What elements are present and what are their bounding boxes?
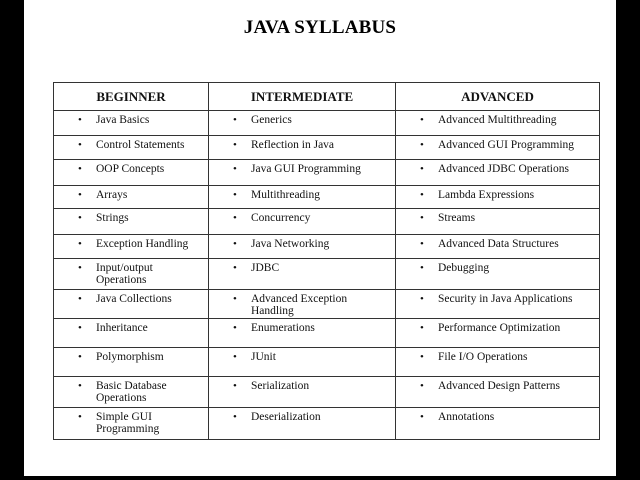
topic-text: Multithreading xyxy=(251,189,320,201)
bullet-icon: • xyxy=(420,380,424,392)
bullet-icon: • xyxy=(78,411,82,423)
bullet-icon: • xyxy=(233,163,237,175)
cell-advanced xyxy=(396,136,600,160)
topic-text: Strings xyxy=(96,212,129,224)
cell-advanced xyxy=(396,111,600,136)
bullet-icon: • xyxy=(78,238,82,250)
topic-text: Advanced Data Structures xyxy=(438,238,559,250)
header-row xyxy=(54,83,600,111)
bullet-icon: • xyxy=(78,293,82,305)
cell-advanced xyxy=(396,290,600,319)
cell-intermediate xyxy=(209,136,396,160)
topic-text: Streams xyxy=(438,212,476,224)
syllabus-body xyxy=(54,111,600,440)
topic-text: Basic Database Operations xyxy=(96,380,167,404)
cell-intermediate xyxy=(209,186,396,209)
bullet-icon: • xyxy=(233,411,237,423)
bullet-icon: • xyxy=(233,322,237,334)
topic-text: JUnit xyxy=(251,351,276,363)
topic-text: Generics xyxy=(251,114,292,126)
cell-intermediate xyxy=(209,408,396,440)
cell-beginner xyxy=(54,186,209,209)
page-title: JAVA SYLLABUS xyxy=(243,17,397,38)
topic-text: Advanced GUI Programming xyxy=(438,139,575,151)
cell-advanced xyxy=(396,408,600,440)
bullet-icon: • xyxy=(233,293,237,305)
bullet-icon: • xyxy=(420,189,424,201)
cell-advanced xyxy=(396,348,600,377)
topic-text: File I/O Operations xyxy=(438,351,528,363)
table-row xyxy=(54,186,600,209)
cell-intermediate xyxy=(209,111,396,136)
bullet-icon: • xyxy=(420,351,424,363)
bullet-icon: • xyxy=(420,212,424,224)
topic-text: Advanced Exception Handling xyxy=(251,293,348,317)
cell-beginner xyxy=(54,235,209,259)
bullet-icon: • xyxy=(233,212,237,224)
table-row xyxy=(54,136,600,160)
topic-text: Concurrency xyxy=(251,212,311,224)
bullet-icon: • xyxy=(420,163,424,175)
bullet-icon: • xyxy=(233,238,237,250)
cell-intermediate xyxy=(209,377,396,408)
cell-intermediate xyxy=(209,160,396,186)
document-page xyxy=(24,0,616,476)
topic-text: Advanced Multithreading xyxy=(438,114,557,126)
column-header-beginner: BEGINNER xyxy=(54,83,209,111)
bullet-icon: • xyxy=(78,380,82,392)
topic-text: Polymorphism xyxy=(96,351,164,363)
topic-text: Control Statements xyxy=(96,139,185,151)
table-row xyxy=(54,209,600,235)
syllabus-table xyxy=(53,82,600,440)
topic-text: Input/output Operations xyxy=(96,262,153,286)
bullet-icon: • xyxy=(420,262,424,274)
cell-beginner xyxy=(54,136,209,160)
topic-text: Reflection in Java xyxy=(251,139,335,151)
topic-text: Java Collections xyxy=(96,293,172,305)
bullet-icon: • xyxy=(420,139,424,151)
bullet-icon: • xyxy=(78,212,82,224)
table-row xyxy=(54,290,600,319)
table-row xyxy=(54,160,600,186)
topic-text: Java GUI Programming xyxy=(251,163,361,175)
table-row xyxy=(54,111,600,136)
bullet-icon: • xyxy=(78,114,82,126)
topic-text: OOP Concepts xyxy=(96,163,165,175)
cell-beginner xyxy=(54,408,209,440)
bullet-icon: • xyxy=(420,411,424,423)
topic-text: Simple GUI Programming xyxy=(96,411,160,435)
topic-text: JDBC xyxy=(251,262,280,274)
table-row xyxy=(54,377,600,408)
cell-advanced xyxy=(396,160,600,186)
cell-intermediate xyxy=(209,348,396,377)
topic-text: Java Networking xyxy=(251,238,330,250)
bullet-icon: • xyxy=(233,189,237,201)
topic-text: Annotations xyxy=(438,411,495,423)
column-header-intermediate: INTERMEDIATE xyxy=(209,83,396,111)
cell-beginner xyxy=(54,348,209,377)
bullet-icon: • xyxy=(78,322,82,334)
bullet-icon: • xyxy=(78,351,82,363)
topic-text: Advanced JDBC Operations xyxy=(438,163,569,175)
table-row xyxy=(54,235,600,259)
bullet-icon: • xyxy=(233,351,237,363)
topic-text: Exception Handling xyxy=(96,238,189,250)
cell-beginner xyxy=(54,377,209,408)
bullet-icon: • xyxy=(420,293,424,305)
cell-advanced xyxy=(396,377,600,408)
column-header-advanced: ADVANCED xyxy=(396,83,600,111)
cell-advanced xyxy=(396,186,600,209)
bullet-icon: • xyxy=(420,238,424,250)
bullet-icon: • xyxy=(233,139,237,151)
cell-intermediate xyxy=(209,319,396,348)
cell-beginner xyxy=(54,259,209,290)
cell-intermediate xyxy=(209,209,396,235)
topic-text: Inheritance xyxy=(96,322,148,334)
cell-advanced xyxy=(396,319,600,348)
bullet-icon: • xyxy=(233,114,237,126)
topic-text: Lambda Expressions xyxy=(438,189,535,201)
topic-text: Enumerations xyxy=(251,322,315,334)
bullet-icon: • xyxy=(78,139,82,151)
cell-intermediate xyxy=(209,259,396,290)
bullet-icon: • xyxy=(233,262,237,274)
bullet-icon: • xyxy=(420,114,424,126)
bullet-icon: • xyxy=(78,262,82,274)
topic-text: Debugging xyxy=(438,262,490,274)
topic-text: Security in Java Applications xyxy=(438,293,573,305)
cell-advanced xyxy=(396,259,600,290)
bullet-icon: • xyxy=(78,189,82,201)
cell-beginner xyxy=(54,111,209,136)
cell-advanced xyxy=(396,209,600,235)
cell-beginner xyxy=(54,319,209,348)
cell-intermediate xyxy=(209,235,396,259)
cell-intermediate xyxy=(209,290,396,319)
bullet-icon: • xyxy=(233,380,237,392)
bullet-icon: • xyxy=(420,322,424,334)
topic-text: Serialization xyxy=(251,380,310,392)
topic-text: Deserialization xyxy=(251,411,321,423)
cell-beginner xyxy=(54,290,209,319)
table-row xyxy=(54,259,600,290)
topic-text: Java Basics xyxy=(96,114,150,126)
table-row xyxy=(54,319,600,348)
cell-beginner xyxy=(54,209,209,235)
table-row xyxy=(54,348,600,377)
bullet-icon: • xyxy=(78,163,82,175)
cell-advanced xyxy=(396,235,600,259)
topic-text: Arrays xyxy=(96,189,128,201)
topic-text: Performance Optimization xyxy=(438,322,561,334)
cell-beginner xyxy=(54,160,209,186)
topic-text: Advanced Design Patterns xyxy=(438,380,560,392)
table-row xyxy=(54,408,600,440)
